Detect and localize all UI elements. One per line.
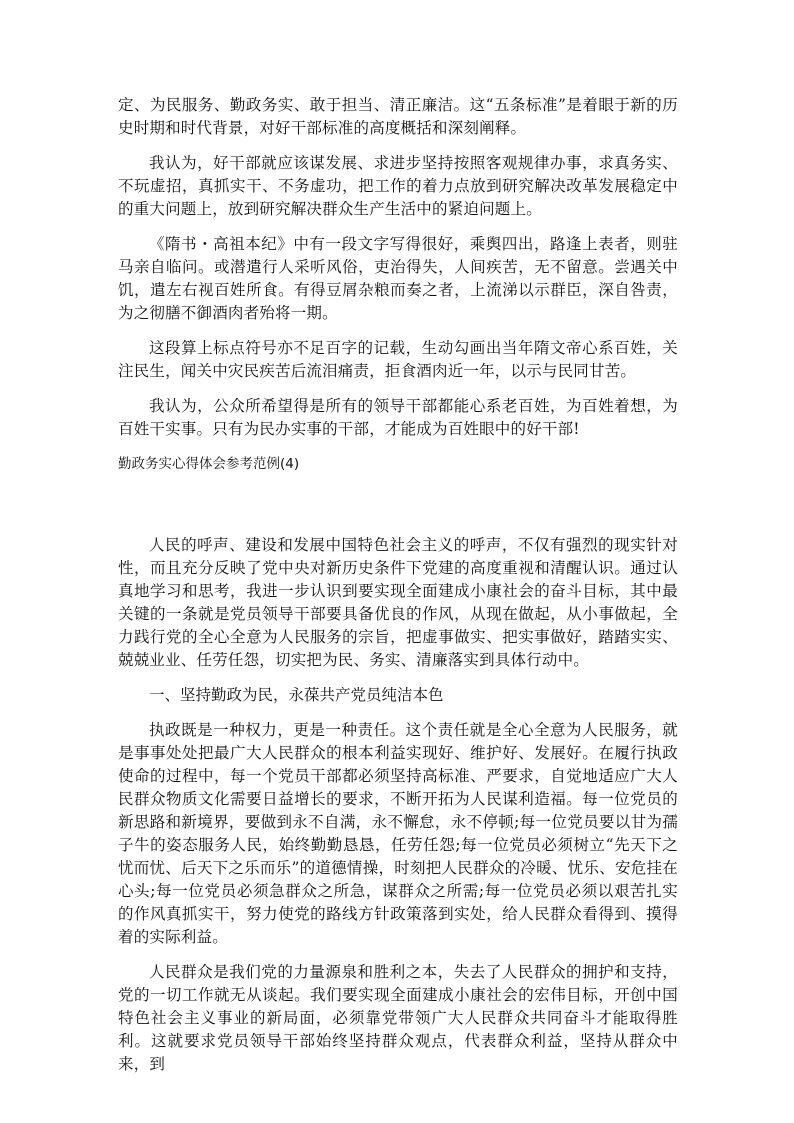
blank-space xyxy=(118,490,678,534)
paragraph: 人民群众是我们党的力量源泉和胜利之本，失去了人民群众的拥护和支持，党的一切工作就无从谈起。我们要实现全面建成小康社会的宏伟目标，开创中国特色社会主义事业的新局面，必须靠党带领广大人民群众共同奋斗才能取得胜利。这就要求党员领导干部始终坚持群众观点，代表群众利益，坚持从群众中来，到 xyxy=(118,963,678,1073)
section-title: 勤政务实心得体会参考范例(4) xyxy=(118,456,300,472)
document-page xyxy=(118,94,678,1088)
paragraph: 这段算上标点符号亦不足百字的记载，生动勾画出当年隋文帝心系百姓，关注民生，闻关中灾民疾苦后流泪痛责，拒食酒肉近一年，以示与民同甘苦。 xyxy=(118,339,678,380)
paragraph: 定、为民服务、勤政务实、敢于担当、清正廉洁。这“五条标准”是着眼于新的历史时期和时代背景，对好干部标准的高度概括和深刻阐释。 xyxy=(118,96,678,137)
paragraph: 我认为，公众所希望得是所有的领导干部都能心系老百姓，为百姓着想，为百姓干实事。只有为民办实事的干部，才能成为百姓眼中的好干部! xyxy=(118,397,678,438)
subheading: 一、坚持勤政为民，永葆共产党员纯洁本色 xyxy=(149,686,444,704)
paragraph: 《隋书・高祖本纪》中有一段文字写得很好，乘舆四出，路逢上表者，则驻马亲自临问。或潜遣行人采听风俗，吏治得失，人间疾苦，无不留意。尝遇关中饥，遣左右视百姓所食。有得豆屑杂粮而奏之者，上流涕以示群臣，深自咎责，为之彻膳不御酒肉者殆将一期。 xyxy=(118,235,678,322)
paragraph: 我认为，好干部就应该谋发展、求进步坚持按照客观规律办事，求真务实、不玩虚招，真抓实干、不务虚功，把工作的着力点放到研究解决改革发展稳定中的重大问题上，放到研究解决群众生产生活中的紧迫问题上。 xyxy=(118,154,678,218)
paragraph: 执政既是一种权力，更是一种责任。这个责任就是全心全意为人民服务，就是事事处处把最广大人民群众的根本利益实现好、维护好、发展好。在履行执政使命的过程中，每一个党员干部都必须坚持高标准、严要求，自觉地适应广大人民群众物质文化需要日益增长的要求，不断开拓为人民谋利造福。每一位党员的新思路和新境界，要做到永不自满，永不懈怠，永不停顿;每一位党员要以甘为孺子牛的姿态服务人民，始终勤勤恳恳，任劳任怨;每一位党员必须树立“先天下之忧而忧、后天下之乐而乐”的道德情操，时刻把人民群众的冷暖、忧乐、安危挂在心头;每一位党员必须急群众之所急，谋群众之所需;每一位党员必须以艰苦扎实的作风真抓实干，努力使党的路线方针政策落到实处，给人民群众看得到、摸得着的实际利益。 xyxy=(118,721,678,946)
paragraph: 人民的呼声、建设和发展中国特色社会主义的呼声，不仅有强烈的现实针对性，而且充分反映了党中央对新历史条件下党建的高度重视和清醒认识。通过认真地学习和思考，我进一步认识到要实现全面建成小康社会的奋斗目标，其中最关键的一条就是党员领导干部要具备优良的作风，从现在做起，从小事做起，全力践行党的全心全意为人民服务的宗旨，把虚事做实、把实事做好，踏踏实实、兢兢业业、任劳任怨，切实把为民、务实、清廉落实到具体行动中。 xyxy=(118,536,678,669)
